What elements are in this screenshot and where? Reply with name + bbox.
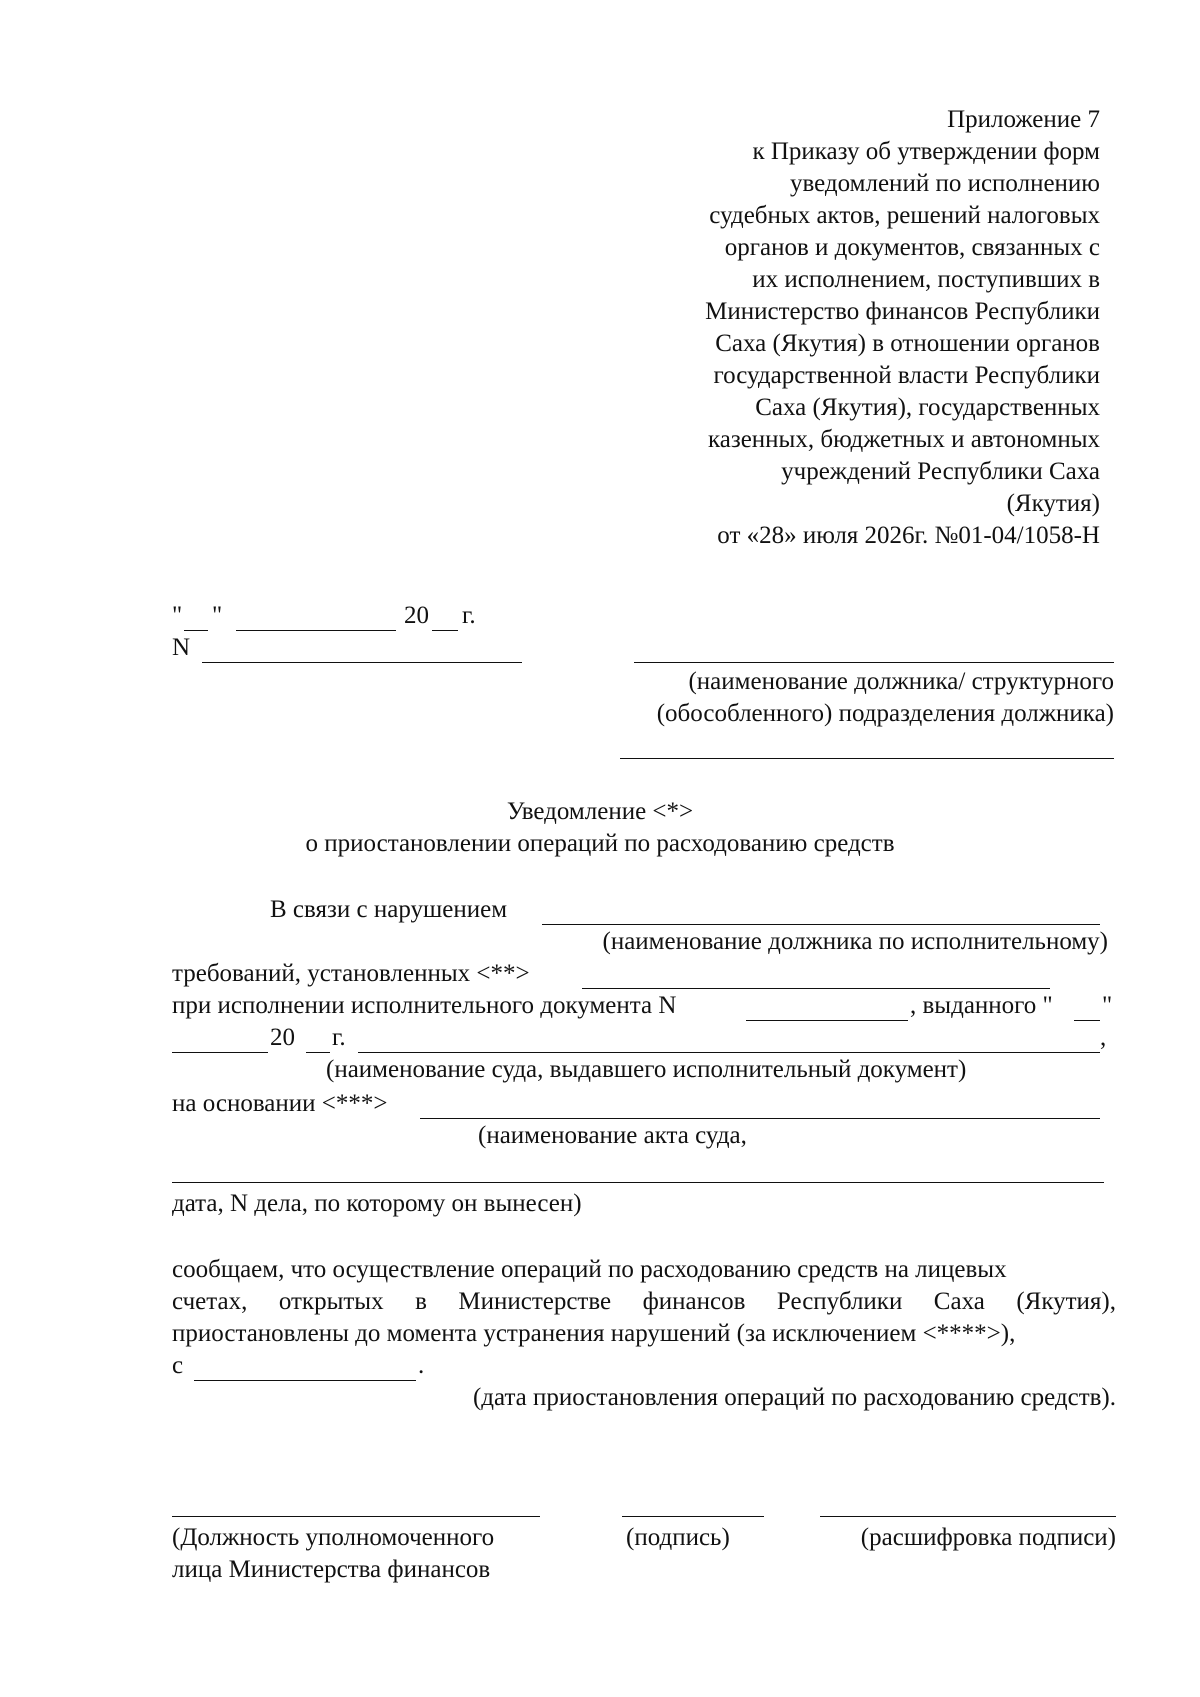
date-quote-open: " bbox=[172, 602, 183, 629]
requirements-label: требований, установленных <**> bbox=[172, 960, 530, 987]
year-line-comma: , bbox=[1100, 1024, 1107, 1051]
exec-doc-number-blank[interactable] bbox=[746, 1020, 908, 1021]
year-line-suffix: г. bbox=[332, 1024, 346, 1051]
debtor-caption: (наименование должника по исполнительному) bbox=[602, 928, 1108, 955]
appendix-line-10: Саха (Якутия), государственных bbox=[755, 394, 1100, 421]
appendix-line-6: их исполнением, поступивших в bbox=[752, 266, 1100, 293]
issued-label: , выданного " bbox=[910, 992, 1053, 1019]
recipient-name-blank[interactable] bbox=[634, 662, 1114, 663]
since-date-blank[interactable] bbox=[194, 1380, 416, 1381]
position-caption-line-1: (Должность уполномоченного bbox=[172, 1524, 495, 1551]
position-caption-line-2: лица Министерства финансов bbox=[172, 1556, 491, 1583]
appendix-line-2: к Приказу об утверждении форм bbox=[752, 138, 1100, 165]
date-day-blank[interactable] bbox=[184, 630, 208, 631]
appendix-line-3: уведомлений по исполнению bbox=[790, 170, 1100, 197]
message-line-1: сообщаем, что осуществление операций по расходованию средств на лицевых bbox=[172, 1256, 1007, 1283]
appendix-line-7: Министерство финансов Республики bbox=[705, 298, 1100, 325]
appendix-line-11: казенных, бюджетных и автономных bbox=[707, 426, 1100, 453]
message-line-3: приостановлены до момента устранения нарушений (за исключением <****>), bbox=[172, 1320, 1016, 1347]
recipient-caption-line-2: (обособленного) подразделения должника) bbox=[656, 700, 1114, 727]
since-caption: (дата приостановления операций по расходованию средств). bbox=[472, 1384, 1116, 1411]
basis-label: на основании <***> bbox=[172, 1090, 388, 1117]
appendix-line-4: судебных актов, решений налоговых bbox=[709, 202, 1100, 229]
recipient-extra-blank[interactable] bbox=[620, 758, 1114, 759]
signature-caption: (подпись) bbox=[626, 1524, 730, 1551]
issued-day-blank[interactable] bbox=[1074, 1020, 1100, 1021]
since-period: . bbox=[418, 1352, 425, 1379]
number-label: N bbox=[172, 634, 191, 661]
requirements-blank[interactable] bbox=[582, 988, 1050, 989]
appendix-line-1: Приложение 7 bbox=[947, 106, 1100, 133]
date-year-suffix: г. bbox=[462, 602, 476, 629]
appendix-line-13: (Якутия) bbox=[1006, 490, 1100, 517]
issued-month-blank[interactable] bbox=[172, 1052, 268, 1053]
appendix-line-14: от «28» июля 2026г. №01-04/1058-Н bbox=[717, 522, 1100, 549]
violation-debtor-blank[interactable] bbox=[542, 924, 1100, 925]
decryption-caption: (расшифровка подписи) bbox=[860, 1524, 1116, 1551]
date-quote-close: " bbox=[212, 602, 223, 629]
year-line-prefix: 20 bbox=[270, 1024, 295, 1051]
date-year-blank[interactable] bbox=[432, 630, 458, 631]
court-caption: (наименование суда, выдавшего исполнительный документ) bbox=[326, 1056, 967, 1083]
exec-doc-label: при исполнении исполнительного документа N bbox=[172, 992, 677, 1019]
basis-blank[interactable] bbox=[420, 1118, 1100, 1119]
case-caption: дата, N дела, по которому он вынесен) bbox=[172, 1190, 582, 1217]
decryption-blank[interactable] bbox=[820, 1516, 1116, 1517]
act-caption: (наименование акта суда, bbox=[478, 1122, 747, 1149]
appendix-line-12: учреждений Республики Саха bbox=[781, 458, 1100, 485]
issued-quote-close: " bbox=[1102, 992, 1113, 1019]
appendix-line-5: органов и документов, связанных с bbox=[724, 234, 1100, 261]
position-blank[interactable] bbox=[172, 1516, 540, 1517]
court-name-blank[interactable] bbox=[358, 1052, 1100, 1053]
appendix-line-8: Саха (Якутия) в отношении органов bbox=[715, 330, 1100, 357]
message-line-2: счетах, открытых в Министерстве финансов Республики Саха (Якутия), bbox=[172, 1288, 1116, 1315]
signature-blank[interactable] bbox=[622, 1516, 764, 1517]
date-year-prefix: 20 bbox=[404, 602, 429, 629]
recipient-caption-line-1: (наименование должника/ структурного bbox=[688, 668, 1114, 695]
year-line-blank[interactable] bbox=[306, 1052, 330, 1053]
since-label: с bbox=[172, 1352, 184, 1379]
violation-label: В связи с нарушением bbox=[270, 896, 508, 923]
title-line-1: Уведомление <*> bbox=[506, 798, 694, 825]
act-details-blank[interactable] bbox=[172, 1182, 1104, 1183]
number-blank[interactable] bbox=[202, 662, 522, 663]
title-line-2: о приостановлении операций по расходованию средств bbox=[305, 830, 895, 857]
appendix-line-9: государственной власти Республики bbox=[713, 362, 1100, 389]
date-month-blank[interactable] bbox=[236, 630, 396, 631]
